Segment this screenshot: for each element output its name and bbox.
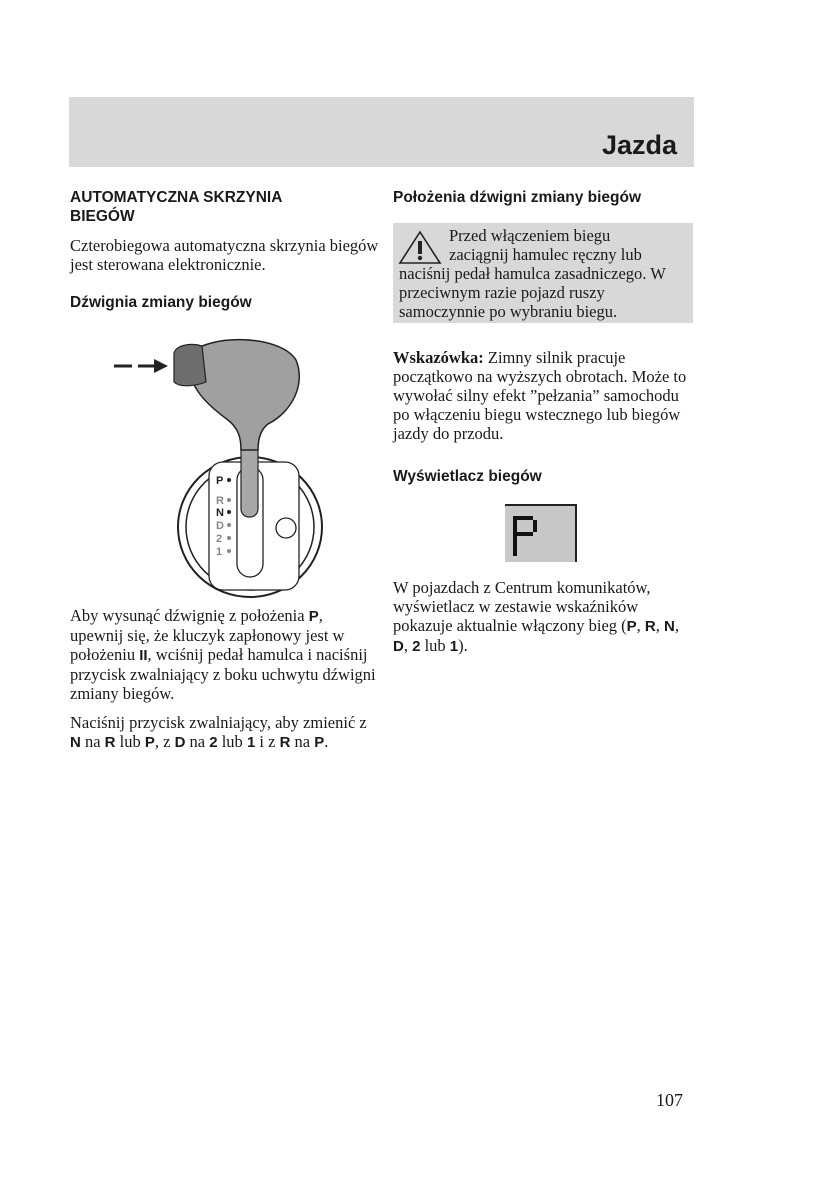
- gear-p: P: [626, 618, 637, 635]
- gear-r: R: [104, 734, 116, 751]
- gear-1: 1: [246, 734, 256, 751]
- gear-display-glyph: [505, 506, 575, 562]
- text: Aby wysunąć dźwignię z położenia: [70, 606, 309, 625]
- text: , z: [154, 732, 175, 751]
- text: , wciśnij pedał hamulca i naciśnij przycisk zwalniający z boku uchwytu dźwigni zmiany biegów.: [70, 645, 376, 703]
- lever-position-2: 2: [216, 533, 223, 545]
- gear-n: N: [664, 618, 675, 635]
- text: na: [290, 732, 315, 751]
- heading-gear-lever: Dźwignia zmiany biegów: [70, 294, 252, 311]
- text: ).: [458, 636, 468, 655]
- intro-paragraph: Czterobiegowa automatyczna skrzynia biegów jest sterowana elektronicznie.: [70, 236, 379, 274]
- gear-p: P: [144, 734, 155, 751]
- gear-display: [505, 504, 577, 562]
- left-column-lower: [70, 606, 380, 752]
- gear-r: R: [644, 618, 656, 635]
- gear-lever-illustration: [110, 332, 340, 602]
- right-column-middle: [393, 348, 693, 486]
- text: W pojazdach z Centrum komunikatów, wyświetlacz w zestawie wskaźników pokazuje aktualnie włączony bieg (: [393, 578, 651, 635]
- text: lub: [217, 732, 247, 751]
- text: ,: [636, 616, 645, 635]
- ignition-ii: II: [139, 647, 148, 664]
- lever-position-p: P: [216, 475, 224, 487]
- text: lub: [420, 636, 450, 655]
- gear-display-char: P: [505, 506, 506, 507]
- page-number: 107: [656, 1090, 683, 1110]
- gear-p: P: [314, 734, 325, 751]
- text: .: [324, 732, 329, 751]
- lever-position-r: R: [216, 495, 224, 507]
- text: naciśnij pedał hamulca zasadniczego. W przeciwnym razie pojazd ruszy samoczynnie po wybraniu biegu.: [399, 264, 666, 321]
- text: i z: [255, 732, 280, 751]
- text: Zimny silnik pracuje początkowo na wyższych obrotach. Może to wywołać silny efekt ”pełzania” samochodu po włączeniu biegu wstecznego lub biegów jazdy do przodu.: [393, 348, 687, 443]
- text: ,: [403, 636, 413, 655]
- lever-position-d: D: [216, 520, 224, 532]
- warning-text: [399, 226, 689, 321]
- gear-n: N: [70, 734, 81, 751]
- text: , upewnij się, że kluczyk zapłonowy jest w położeniu: [70, 606, 345, 664]
- left-column: [70, 188, 380, 312]
- lever-position-1: 1: [216, 546, 223, 558]
- gear-d: D: [393, 638, 404, 655]
- page-section-title: Jazda: [601, 130, 677, 160]
- gear-p: P: [308, 608, 319, 625]
- lever-position-n: N: [216, 507, 224, 519]
- gear-1: 1: [449, 638, 459, 655]
- header-band: [69, 97, 694, 167]
- gear-2: 2: [412, 638, 421, 655]
- release-lever-paragraph: [70, 606, 380, 703]
- gear-d: D: [174, 734, 186, 751]
- right-column-lower: [393, 578, 693, 656]
- text: ,: [674, 616, 679, 635]
- gear-r: R: [279, 734, 291, 751]
- text: na: [80, 732, 105, 751]
- right-column: [393, 188, 693, 207]
- text: Przed włączeniem biegu: [449, 226, 611, 245]
- heading-lever-positions: Położenia dźwigni zmiany biegów: [393, 189, 642, 206]
- note-label: Wskazówka:: [393, 348, 484, 367]
- text: lub: [115, 732, 145, 751]
- note-paragraph: [393, 348, 693, 443]
- text: na: [185, 732, 210, 751]
- message-center-paragraph: [393, 578, 693, 656]
- shift-paragraph: [70, 713, 380, 752]
- heading-automatic-transmission: AUTOMATYCZNA SKRZYNIA BIEGÓW: [70, 189, 282, 225]
- text: ,: [655, 616, 665, 635]
- warning-box: [393, 223, 693, 323]
- heading-gear-display: Wyświetlacz biegów: [393, 468, 542, 485]
- gear-2: 2: [209, 734, 218, 751]
- text: zaciągnij hamulec ręczny lub: [449, 245, 642, 264]
- arrow-icon: [114, 359, 168, 373]
- text: Naciśnij przycisk zwalniający, aby zmienić z: [70, 713, 367, 732]
